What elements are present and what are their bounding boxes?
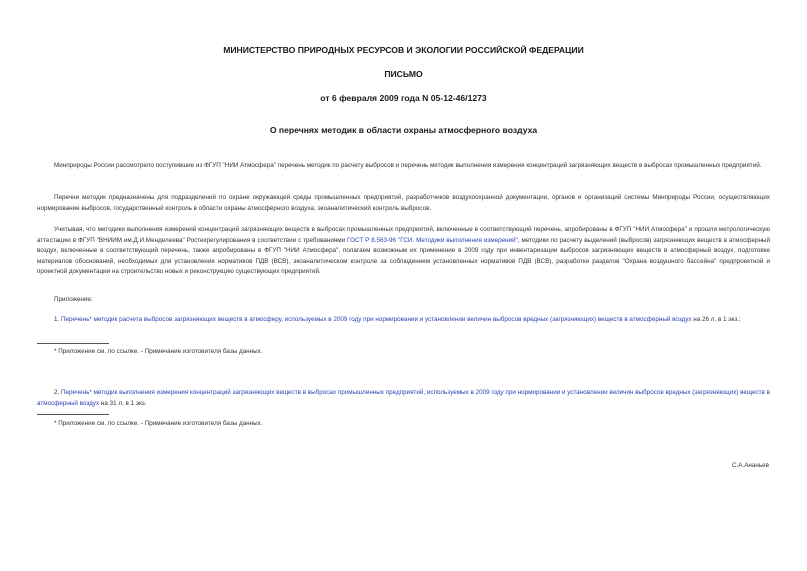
appendix-item-2-number: 2. <box>54 389 62 396</box>
appendix-item-1 <box>37 315 770 326</box>
document-date-number: от 6 февраля 2009 года N 05-12-46/1273 <box>320 93 487 103</box>
appendix-item-2-link[interactable]: Перечень* методик выполнения измерения концентраций загрязняющих веществ в выбросах промышленных предприятий, используемых в 2009 году при нормировании и установлении величин выбросов вредных (загрязняющих) веществ в атмосферный воздух <box>37 389 770 407</box>
document-subject: О перечнях методик в области охраны атмосферного воздуха <box>269 125 538 135</box>
footnote-1: * Приложение см. по ссылке. - Примечание изготовителя базы данных. <box>54 348 263 355</box>
paragraph-1: Минприроды России рассмотрело поступившие из ФГУП "НИИ Атмосфера" перечень методик по расчету выбросов и перечень методик выполнения измерения концентраций загрязняющих веществ в выбросах промышленных предприятий. <box>54 162 762 169</box>
appendix-item-1-link[interactable]: Перечень* методик расчета выбросов загрязняющих веществ в атмосферу, используемых в 2009 году при нормировании и установлении величин выбросов вредных (загрязняющих) веществ в атмосферный воздух <box>61 316 692 323</box>
paragraph-2: Перечни методик предназначены для подразделений по охране окружающей среды промышленных предприятий, разработчиков воздухоохранной документации, органов и организаций системы Минприроды России, осуществляющих нормирование выбросов, государственный контроль в области охраны атмосферного воздуха, экоаналитический контроль выбросов. <box>37 194 770 212</box>
paragraph-3-text-a: Учитывая, что методики выполнения измерений концентраций загрязняющих веществ в выбросах промышленных предприятий, включенные в соответствующий перечень, апробированы в ФГУП "НИИ Атмосфера" и прошли метрологическую аттестацию в ФГУП "ВНИИМ им.Д.И.Менделеева" Ростехрегулирования в соответствии с требованиями <box>37 226 770 244</box>
ministry-title: МИНИСТЕРСТВО ПРИРОДНЫХ РЕСУРСОВ И ЭКОЛОГИИ РОССИЙСКОЙ ФЕДЕРАЦИИ <box>223 45 584 55</box>
signature: С.А.Ананьев <box>731 462 769 469</box>
footnote-divider-1 <box>37 343 109 344</box>
document-type: ПИСЬМО <box>384 69 423 79</box>
appendix-item-1-suffix: на 26 л. в 1 экз.; <box>691 316 741 323</box>
footnote-2: * Приложение см. по ссылке. - Примечание изготовителя базы данных. <box>54 420 263 427</box>
gost-link[interactable]: ГОСТ Р 8.563-96 "ГСИ. Методики выполнения измерений" <box>347 236 518 244</box>
appendix-item-2-suffix: на 31 л. в 1 экз. <box>99 399 147 407</box>
appendix-label: Приложение: <box>54 296 93 303</box>
paragraph-3-text-b: , методики по расчету выделений (выбросов) загрязняющих веществ в атмосферный воздух, включенные в соответствующий перечень, также апробированы в ФГУП "НИИ Атмосфера", полагаем возможным их применение в 2009 году при инвентаризации выбросов загрязняющих веществ в атмосферный воздух, подготовке материалов обоснований, необходимых для установления нормативов ПДВ (ВСВ), экоаналитическом контроле за соблюдением установленных нормативов ПДВ (ВСВ), разработке разделов "Охрана воздушного бассейна" предпроектной и проектной документации на строительство новых и реконструкцию существующих предприятий. <box>37 236 770 276</box>
footnote-divider-2 <box>37 414 109 415</box>
paragraph-3 <box>37 225 770 278</box>
appendix-item-2 <box>37 388 770 409</box>
appendix-item-1-number: 1. <box>54 316 62 323</box>
